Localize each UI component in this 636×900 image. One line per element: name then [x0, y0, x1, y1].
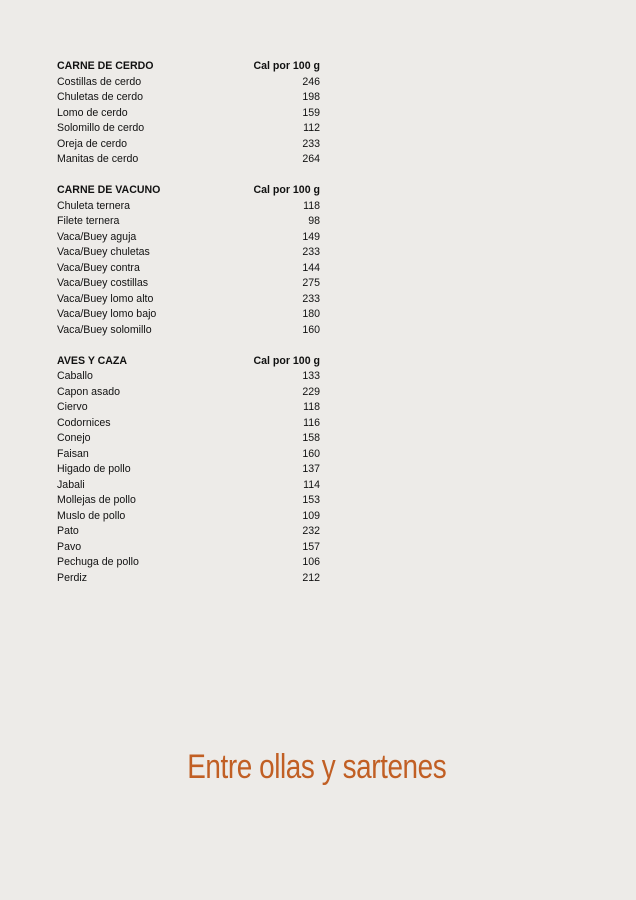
calorie-table: [57, 59, 320, 602]
calorie-value: 275: [302, 277, 320, 289]
food-name: Manitas de cerdo: [57, 153, 139, 165]
calorie-value: 232: [302, 525, 320, 537]
table-row: [57, 199, 320, 215]
table-row: [57, 509, 320, 525]
table-row: [57, 462, 320, 478]
food-name: Costillas de cerdo: [57, 75, 142, 88]
food-name: Chuleta ternera: [57, 199, 131, 212]
calorie-value: 114: [303, 478, 320, 491]
food-name: Codornices: [57, 416, 111, 429]
unit-header: Cal por 100 g: [253, 60, 320, 72]
unit-header: Cal por 100 g: [253, 354, 320, 367]
table-row: [57, 369, 320, 385]
table-row: [57, 540, 320, 556]
calorie-value: 212: [302, 571, 320, 584]
calorie-value: 246: [302, 75, 320, 88]
food-name: Vaca/Buey aguja: [57, 230, 137, 243]
calorie-value: 137: [302, 463, 320, 475]
calorie-value: 116: [303, 416, 320, 429]
table-row: [57, 478, 320, 494]
food-name: Pechuga de pollo: [57, 556, 139, 568]
food-name: Solomillo de cerdo: [57, 122, 145, 134]
calorie-value: 198: [302, 91, 320, 103]
section-header: [57, 59, 320, 75]
table-row: [57, 276, 320, 292]
food-name: Vaca/Buey contra: [57, 261, 140, 274]
section-title: CARNE DE CERDO: [57, 60, 154, 72]
calorie-value: 112: [303, 122, 320, 134]
calorie-value: 264: [302, 153, 320, 165]
calorie-value: 159: [302, 106, 320, 119]
table-row: [57, 307, 320, 323]
section-title: CARNE DE VACUNO: [57, 184, 161, 196]
unit-header: Cal por 100 g: [253, 184, 320, 196]
food-name: Jabali: [57, 478, 85, 491]
food-name: Muslo de pollo: [57, 509, 126, 522]
table-row: [57, 447, 320, 463]
calorie-value: 153: [302, 494, 320, 506]
food-name: Ciervo: [57, 401, 88, 413]
table-row: [57, 431, 320, 447]
calorie-value: 118: [303, 401, 320, 413]
calorie-value: 180: [302, 308, 320, 320]
calorie-value: 144: [302, 261, 320, 274]
food-name: Chuletas de cerdo: [57, 91, 143, 103]
section-title: AVES Y CAZA: [57, 354, 128, 367]
food-name: Lomo de cerdo: [57, 106, 128, 119]
calorie-value: 106: [302, 556, 320, 568]
food-name: Higado de pollo: [57, 463, 131, 475]
section-carne-de-vacuno: [57, 183, 320, 338]
food-name: Vaca/Buey lomo alto: [57, 292, 154, 305]
table-row: [57, 121, 320, 137]
table-row: [57, 555, 320, 571]
calorie-value: 118: [303, 199, 320, 212]
calorie-value: 149: [302, 230, 320, 243]
table-row: [57, 416, 320, 432]
food-name: Vaca/Buey chuletas: [57, 246, 150, 258]
table-row: [57, 261, 320, 277]
brand-title: Entre ollas y sartenes: [187, 748, 447, 786]
table-row: [57, 385, 320, 401]
calorie-value: 109: [302, 509, 320, 522]
table-row: [57, 152, 320, 168]
food-name: Conejo: [57, 432, 91, 444]
section-aves-y-caza: [57, 354, 320, 587]
food-name: Perdiz: [57, 571, 88, 584]
food-name: Oreja de cerdo: [57, 137, 128, 150]
calorie-value: 233: [302, 246, 320, 258]
calorie-value: 160: [302, 447, 320, 460]
table-row: [57, 230, 320, 246]
calorie-value: 233: [302, 137, 320, 150]
food-name: Mollejas de pollo: [57, 494, 136, 506]
table-row: [57, 137, 320, 153]
calorie-value: 98: [308, 215, 320, 227]
calorie-value: 158: [302, 432, 320, 444]
food-name: Vaca/Buey solomillo: [57, 323, 152, 336]
food-name: Filete ternera: [57, 215, 120, 227]
food-name: Vaca/Buey costillas: [57, 277, 149, 289]
calorie-value: 133: [302, 370, 320, 382]
table-row: [57, 524, 320, 540]
table-row: [57, 400, 320, 416]
section-header: [57, 183, 320, 199]
calorie-value: 233: [302, 292, 320, 305]
table-row: [57, 292, 320, 308]
section-header: [57, 354, 320, 370]
food-name: Pato: [57, 525, 79, 537]
food-name: Vaca/Buey lomo bajo: [57, 308, 157, 320]
table-row: [57, 323, 320, 339]
table-row: [57, 571, 320, 587]
food-name: Capon asado: [57, 385, 121, 398]
food-name: Pavo: [57, 540, 82, 553]
section-carne-de-cerdo: [57, 59, 320, 168]
calorie-value: 160: [302, 323, 320, 336]
table-row: [57, 90, 320, 106]
table-row: [57, 75, 320, 91]
food-name: Faisan: [57, 447, 89, 460]
calorie-value: 229: [302, 385, 320, 398]
food-name: Caballo: [57, 370, 93, 382]
table-row: [57, 245, 320, 261]
table-row: [57, 493, 320, 509]
table-row: [57, 106, 320, 122]
calorie-value: 157: [302, 540, 320, 553]
table-row: [57, 214, 320, 230]
